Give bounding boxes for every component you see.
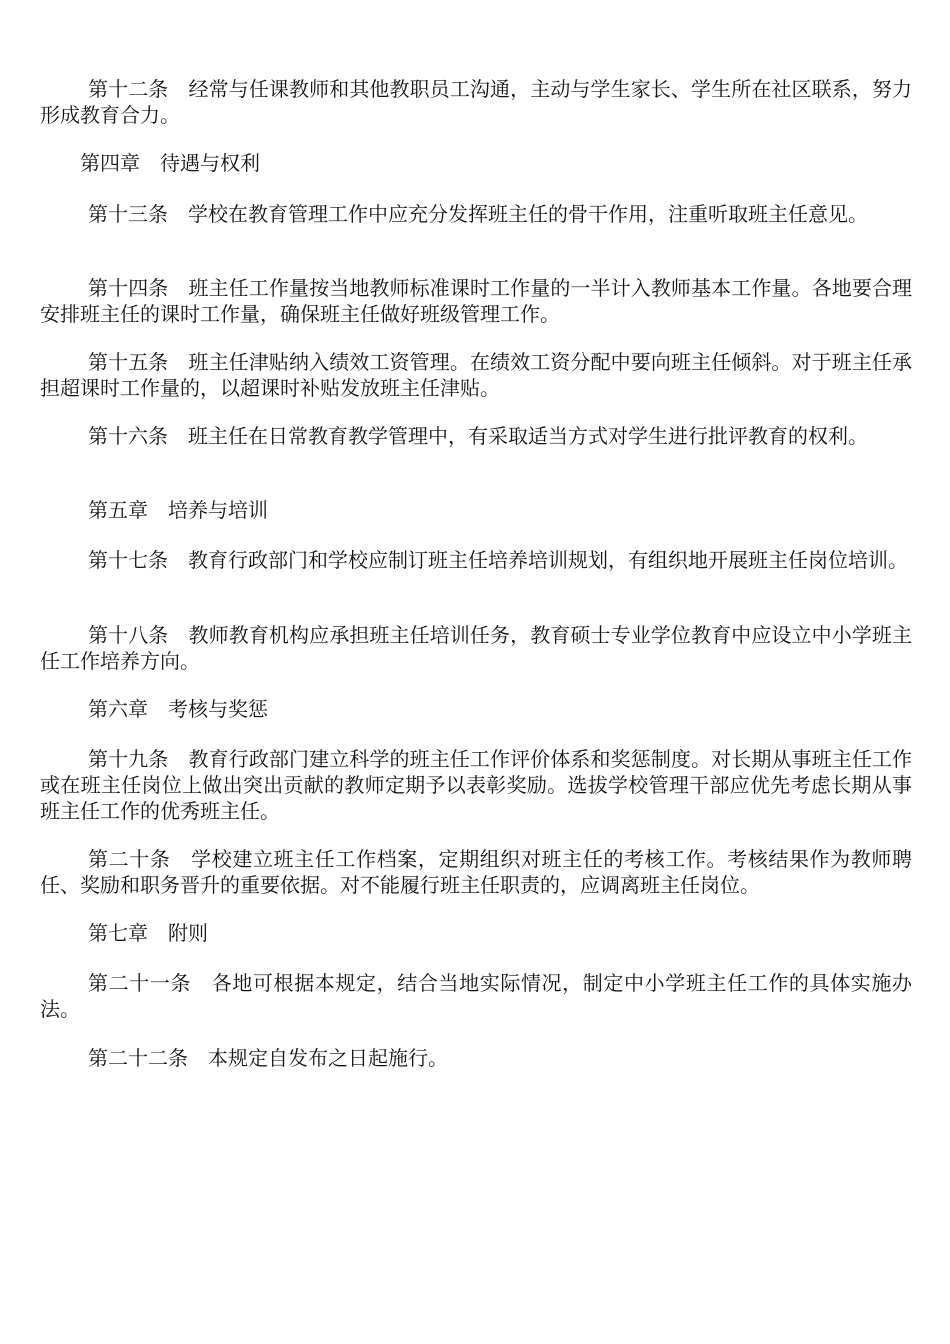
- chapter-number: 第七章: [88, 921, 148, 945]
- article-number: 第十七条: [88, 548, 168, 572]
- article-number: 第十六条: [88, 424, 168, 448]
- chapter-title: 待遇与权利: [160, 151, 260, 175]
- article-text: 教师教育机构应承担班主任培训任务，教育硕士专业学位教育中应设立中小学班主任工作培养方向。: [40, 623, 913, 673]
- article-number: 第二十二条: [88, 1046, 188, 1070]
- article-number: 第二十一条: [88, 971, 192, 995]
- article-text: 教育行政部门建立科学的班主任工作评价体系和奖惩制度。对长期从事班主任工作或在班主任岗位上做出突出贡献的教师定期予以表彰奖励。选拔学校管理干部应优先考虑长期从事班主任工作的优秀班主任。: [40, 747, 913, 823]
- article-text: 经常与任课教师和其他教职员工沟通，主动与学生家长、学生所在社区联系，努力形成教育合力。: [40, 77, 913, 127]
- article-14: [40, 275, 912, 327]
- chapter-title: 附则: [168, 921, 208, 945]
- article-13: [40, 201, 912, 227]
- chapter-7-heading: [40, 920, 912, 946]
- article-18: [40, 622, 912, 674]
- chapter-title: 考核与奖惩: [168, 697, 268, 721]
- article-text: 班主任工作量按当地教师标准课时工作量的一半计入教师基本工作量。各地要合理安排班主任的课时工作量，确保班主任做好班级管理工作。: [40, 276, 913, 326]
- article-number: 第十二条: [88, 77, 169, 101]
- chapter-number: 第四章: [80, 151, 140, 175]
- chapter-number: 第六章: [88, 697, 148, 721]
- article-number: 第十八条: [88, 623, 169, 647]
- article-12: [40, 76, 912, 128]
- chapter-number: 第五章: [88, 498, 148, 522]
- article-16: [40, 423, 912, 449]
- chapter-title: 培养与培训: [168, 498, 268, 522]
- article-text: 班主任在日常教育教学管理中，有采取适当方式对学生进行批评教育的权利。: [188, 424, 868, 448]
- chapter-5-heading: [40, 497, 912, 523]
- article-17: [40, 547, 912, 573]
- article-number: 第十五条: [88, 350, 169, 374]
- article-22: [40, 1045, 912, 1071]
- article-number: 第十九条: [88, 747, 169, 771]
- article-text: 各地可根据本规定，结合当地实际情况，制定中小学班主任工作的具体实施办法。: [40, 971, 913, 1021]
- article-20: [40, 846, 912, 898]
- article-21: [40, 970, 912, 1022]
- article-text: 学校在教育管理工作中应充分发挥班主任的骨干作用，注重听取班主任意见。: [188, 202, 868, 226]
- article-number: 第十四条: [88, 276, 169, 300]
- chapter-4-heading: [40, 150, 912, 176]
- chapter-6-heading: [40, 696, 912, 722]
- article-number: 第二十条: [88, 847, 171, 871]
- article-19: [40, 746, 912, 824]
- article-text: 班主任津贴纳入绩效工资管理。在绩效工资分配中要向班主任倾斜。对于班主任承担超课时工作量的，以超课时补贴发放班主任津贴。: [40, 350, 913, 400]
- article-text: 学校建立班主任工作档案，定期组织对班主任的考核工作。考核结果作为教师聘任、奖励和职务晋升的重要依据。对不能履行班主任职责的，应调离班主任岗位。: [40, 847, 913, 897]
- article-15: [40, 349, 912, 401]
- article-text: 本规定自发布之日起施行。: [208, 1046, 448, 1070]
- article-number: 第十三条: [88, 202, 168, 226]
- article-text: 教育行政部门和学校应制订班主任培养培训规划，有组织地开展班主任岗位培训。: [188, 548, 908, 572]
